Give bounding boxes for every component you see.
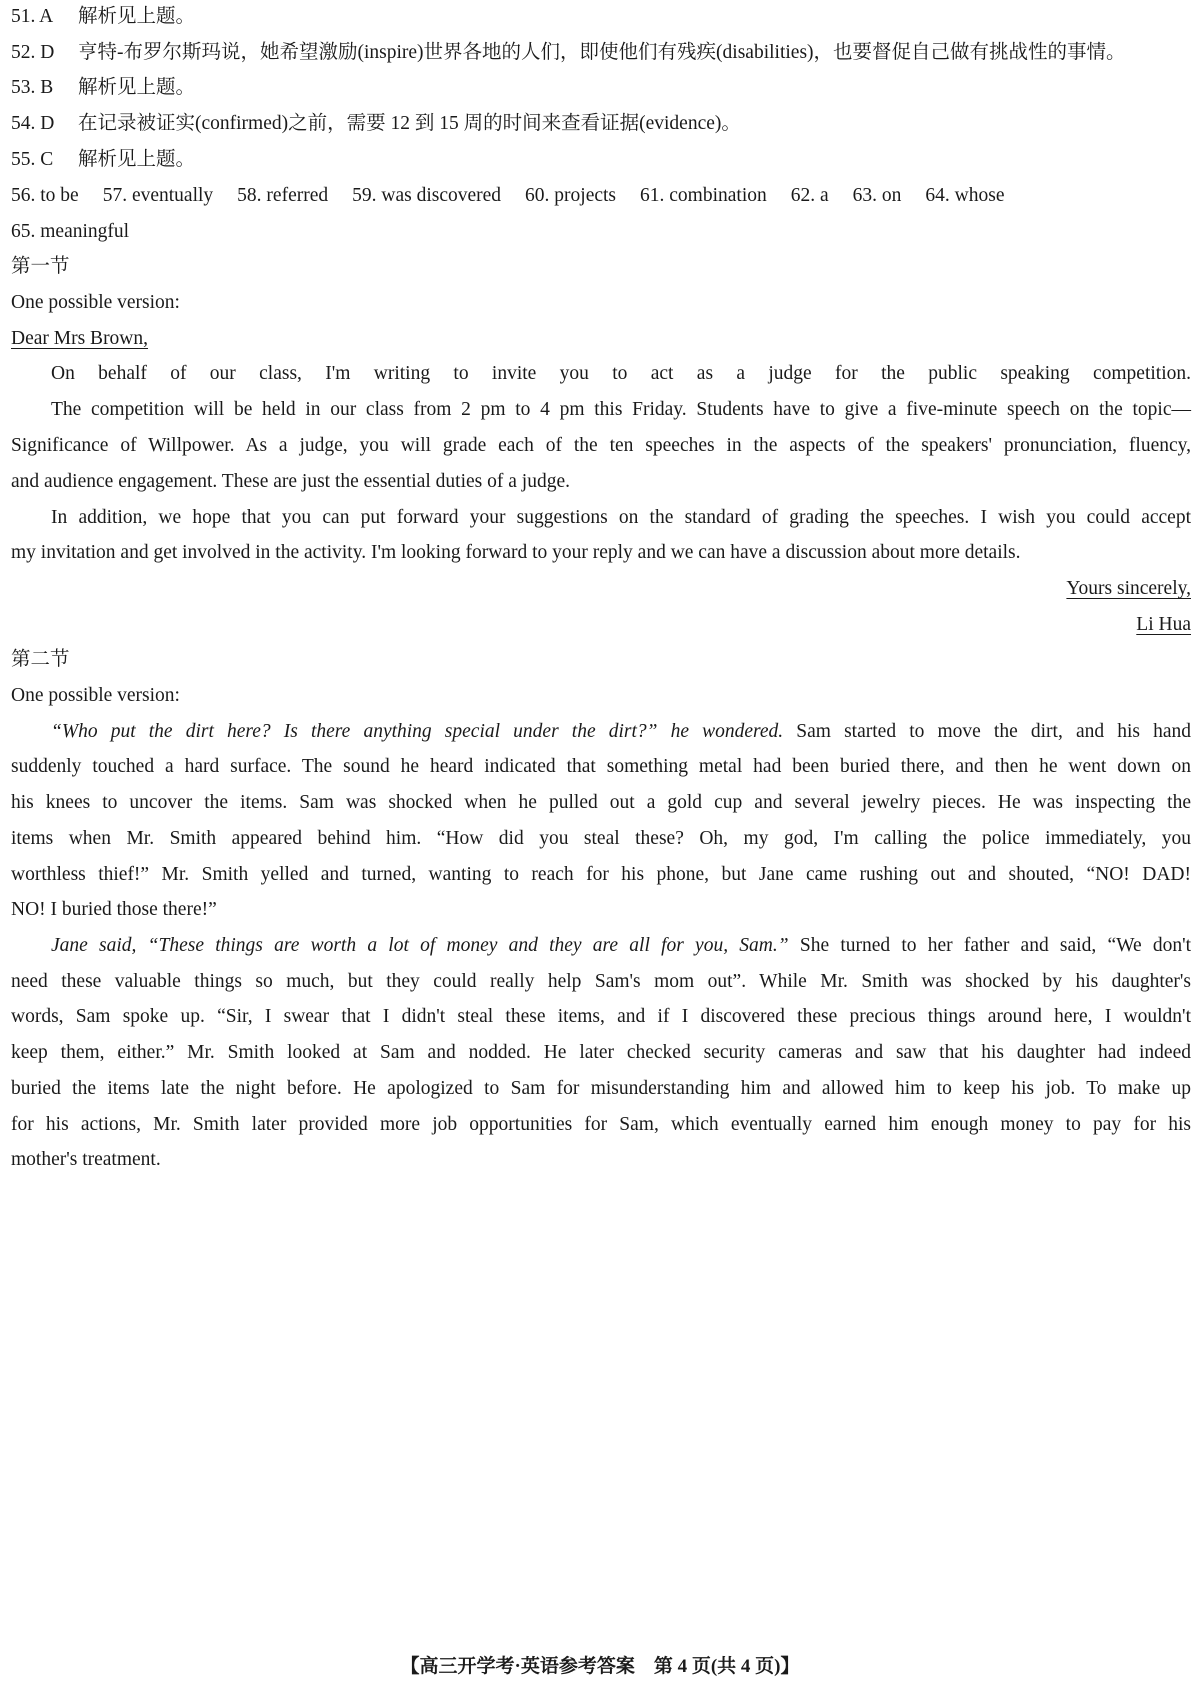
- page-footer: 【高三开学考·英语参考答案 第 4 页(共 4 页)】: [400, 1656, 800, 1677]
- fill-in-item-65: 65. meaningful: [11, 221, 130, 242]
- letter-signature: Li Hua: [1136, 614, 1191, 635]
- fill-in-item: 60. projects: [525, 185, 617, 206]
- fill-in-item: 56. to be: [11, 185, 79, 206]
- letter-line: and audience engagement. These are just the essential duties of a judge.: [11, 471, 570, 492]
- fill-in-item: 63. on: [852, 185, 902, 206]
- story-line: Jane said, “These things are worth a lot of money and they are all for you, Sam.” She turned to her father and said, “We don't: [51, 935, 1192, 956]
- section2-intro: One possible version:: [11, 685, 180, 706]
- story-line: “Who put the dirt here? Is there anything special under the dirt?” he wondered. Sam started to move the dirt, and his hand: [51, 721, 1191, 742]
- section1-heading: 第一节: [11, 256, 70, 277]
- story-line: his knees to uncover the items. Sam was shocked when he pulled out a gold cup and several jewelry pieces. He was inspecting the: [11, 792, 1191, 813]
- letter-salutation: Dear Mrs Brown,: [11, 328, 149, 349]
- fill-in-item: 62. a: [790, 185, 829, 206]
- letter-line: The competition will be held in our class from 2 pm to 4 pm this Friday. Students have to give a five-minute speech on the topic—: [51, 399, 1191, 420]
- answer-55: 55. C 解析见上题。: [11, 149, 196, 170]
- story-line: suddenly touched a hard surface. The sound he heard indicated that something metal had been buried there, and then he went down on: [11, 756, 1191, 777]
- answer-54: 54. D 在记录被证实(confirmed)之前，需要 12 到 15 周的时间来查看证据(evidence)。: [11, 113, 741, 134]
- fill-in-answers: [11, 183, 1029, 209]
- story-line: mother's treatment.: [11, 1149, 161, 1170]
- story-line: buried the items late the night before. He apologized to Sam for misunderstanding him and allowed him to keep his job. To make up: [11, 1078, 1191, 1099]
- answer-53: 53. B 解析见上题。: [11, 77, 196, 98]
- fill-in-item: 61. combination: [640, 185, 767, 206]
- section2-heading: 第二节: [11, 649, 70, 670]
- story-line: for his actions, Mr. Smith later provided more job opportunities for Sam, which eventually earned him enough money to pay for his: [11, 1114, 1191, 1135]
- fill-in-item: 59. was discovered: [352, 185, 502, 206]
- letter-line: Significance of Willpower. As a judge, you will grade each of the ten speeches in the aspects of the speakers' pronunciation, fluency,: [11, 435, 1191, 456]
- story-line: worthless thief!” Mr. Smith yelled and turned, wanting to reach for his phone, but Jane came rushing out and shouted, “NO! DAD!: [11, 864, 1191, 885]
- story-line: need these valuable things so much, but they could really help Sam's mom out”. While Mr. Smith was shocked by his daughter's: [11, 971, 1191, 992]
- fill-in-item: 58. referred: [237, 185, 329, 206]
- letter-line: In addition, we hope that you can put forward your suggestions on the standard of grading the speeches. I wish you could accept: [51, 507, 1191, 528]
- story-line: keep them, either.” Mr. Smith looked at Sam and nodded. He later checked security cameras and saw that his daughter had indeed: [11, 1042, 1191, 1063]
- letter-line: On behalf of our class, I'm writing to invite you to act as a judge for the public speaking competition.: [51, 363, 1191, 384]
- answer-51: 51. A 解析见上题。: [11, 6, 196, 27]
- letter-closing: Yours sincerely,: [1066, 578, 1191, 599]
- story-line: NO! I buried those there!”: [11, 899, 217, 920]
- answer-52: 52. D 亨特-布罗尔斯玛说，她希望激励(inspire)世界各地的人们，即使他们有残疾(disabilities)，也要督促自己做有挑战性的事情。: [11, 42, 1126, 63]
- story-line: words, Sam spoke up. “Sir, I swear that I didn't steal these items, and if I discovered these precious things around here, I wouldn't: [11, 1006, 1191, 1027]
- letter-line: my invitation and get involved in the activity. I'm looking forward to your reply and we can have a discussion about more details.: [11, 542, 1021, 563]
- section1-intro: One possible version:: [11, 292, 180, 313]
- story-line: items when Mr. Smith appeared behind him. “How did you steal these? Oh, my god, I'm calling the police immediately, you: [11, 828, 1191, 849]
- fill-in-item: 57. eventually: [102, 185, 214, 206]
- fill-in-item: 64. whose: [925, 185, 1005, 206]
